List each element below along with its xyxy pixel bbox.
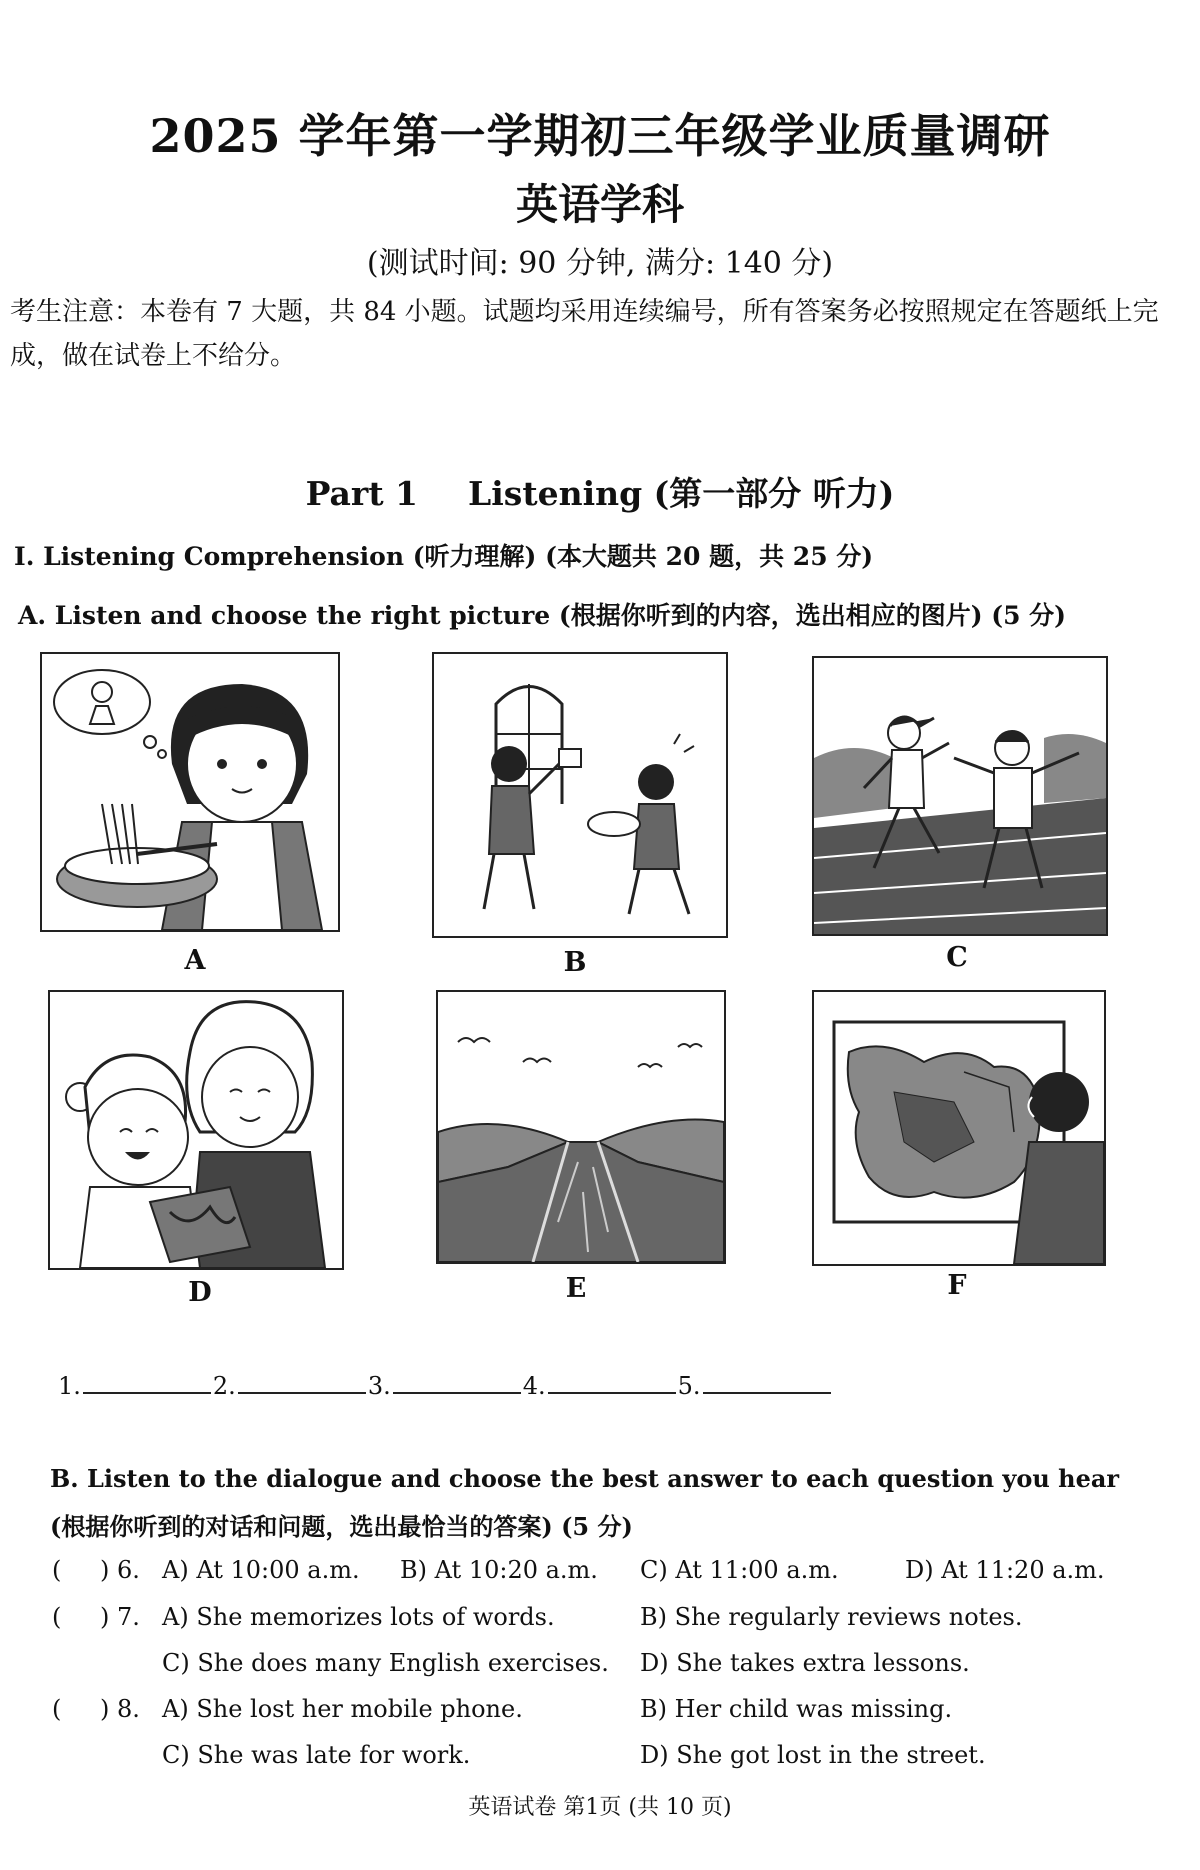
picture-f bbox=[812, 990, 1106, 1266]
option-8c: C) She was late for work. bbox=[162, 1741, 471, 1769]
picture-a bbox=[40, 652, 340, 932]
boy-looking-at-map-icon bbox=[814, 992, 1104, 1264]
option-6d: D) At 11:20 a.m. bbox=[905, 1556, 1105, 1584]
answer-blank-5[interactable] bbox=[703, 1370, 831, 1394]
exam-title: 2025 学年第一学期初三年级学业质量调研 bbox=[149, 109, 1051, 163]
question-number: ) 6. bbox=[100, 1556, 140, 1584]
page-footer: 英语试卷 第1页 (共 10 页) bbox=[468, 1795, 732, 1820]
picture-a-label: A bbox=[184, 945, 206, 976]
section-1-title: I. Listening Comprehension (听力理解) (本大题共 20 题，共 25 分) bbox=[14, 542, 874, 571]
picture-e-label: E bbox=[565, 1273, 587, 1304]
answer-blanks bbox=[58, 1370, 833, 1400]
section-a-title: A. Listen and choose the right picture (根据你听到的内容，选出相应的图片) (5 分) bbox=[18, 601, 1067, 630]
picture-d bbox=[48, 990, 344, 1270]
exam-info: (测试时间: 90 分钟, 满分: 140 分) bbox=[366, 246, 834, 281]
picture-e bbox=[436, 990, 726, 1264]
picture-c bbox=[812, 656, 1108, 936]
answer-paren-open[interactable]: ( bbox=[52, 1603, 62, 1631]
section-b-title: B. Listen to the dialogue and choose the best answer to each question you hear (根据你听到的对话和问题，选出最恰当的答案) (5 分) bbox=[50, 1464, 1120, 1541]
answer-blank-1[interactable] bbox=[83, 1370, 211, 1394]
part-heading bbox=[0, 468, 1200, 515]
blank-number: 4. bbox=[522, 1372, 546, 1400]
option-7c: C) She does many English exercises. bbox=[162, 1649, 609, 1677]
picture-d-label: D bbox=[188, 1277, 212, 1308]
option-7b: B) She regularly reviews notes. bbox=[640, 1603, 1023, 1631]
answer-blank-3[interactable] bbox=[393, 1370, 521, 1394]
answer-blank-2[interactable] bbox=[238, 1370, 366, 1394]
option-7a: A) She memorizes lots of words. bbox=[162, 1603, 555, 1631]
option-8b: B) Her child was missing. bbox=[640, 1695, 953, 1723]
picture-f-label: F bbox=[947, 1270, 967, 1301]
option-6c: C) At 11:00 a.m. bbox=[640, 1556, 839, 1584]
answer-paren-open[interactable]: ( bbox=[52, 1556, 62, 1584]
picture-b bbox=[432, 652, 728, 938]
exam-notice: 考生注意：本卷有 7 大题，共 84 小题。试题均采用连续编号，所有答案务必按照规定在答题纸上完成，做在试卷上不给分。 bbox=[10, 297, 1159, 371]
children-cleaning-icon bbox=[434, 654, 726, 936]
answer-paren-open[interactable]: ( bbox=[52, 1695, 62, 1723]
question-number: ) 8. bbox=[100, 1695, 140, 1723]
blank-number: 5. bbox=[677, 1372, 701, 1400]
children-running-icon bbox=[814, 658, 1106, 934]
picture-b-label: B bbox=[563, 947, 587, 978]
blank-number: 1. bbox=[58, 1372, 81, 1400]
girl-cooking-noodles-icon bbox=[42, 654, 338, 930]
option-8a: A) She lost her mobile phone. bbox=[162, 1695, 523, 1723]
river-valley-landscape-icon bbox=[438, 992, 724, 1262]
option-6b: B) At 10:20 a.m. bbox=[400, 1556, 598, 1584]
part-label: Part 1 bbox=[305, 474, 419, 513]
question-number: ) 7. bbox=[100, 1603, 140, 1631]
subject-title: 英语学科 bbox=[515, 180, 684, 229]
picture-c-label: C bbox=[946, 942, 968, 973]
blank-number: 2. bbox=[212, 1372, 236, 1400]
girl-and-grandma-crafting-icon bbox=[50, 992, 342, 1268]
part-title: Listening (第一部分 听力) bbox=[468, 474, 895, 513]
answer-blank-4[interactable] bbox=[548, 1370, 676, 1394]
blank-number: 3. bbox=[367, 1372, 391, 1400]
option-7d: D) She takes extra lessons. bbox=[640, 1649, 970, 1677]
option-6a: A) At 10:00 a.m. bbox=[162, 1556, 360, 1584]
option-8d: D) She got lost in the street. bbox=[640, 1741, 986, 1769]
